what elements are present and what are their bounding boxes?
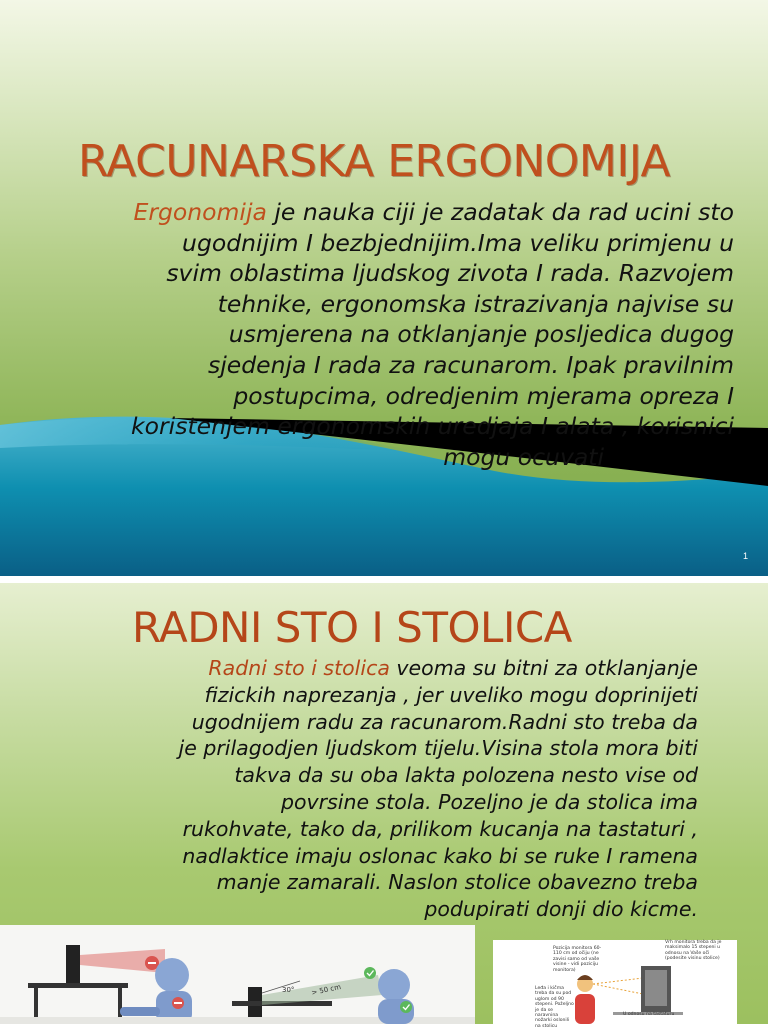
term-ergonomija: Ergonomija — [133, 198, 267, 226]
slide-number: 1 — [742, 551, 748, 561]
head-icon — [155, 958, 189, 992]
term-radni-sto-i-stolica: Radni sto i stolica — [208, 656, 390, 680]
posture-comparison-drawing — [0, 925, 475, 1024]
distance-label: > 50 cm — [310, 982, 342, 997]
slide-1-body: Ergonomija je nauka ciji je zadatak da rad ucini sto ugodnijim I bezbjednijim.Ima veliku primjenu u svim oblastima ljudskog zivota I rada. Razvojem tehnike, ergonomska istrazivanja najvise su usmjerena na otklanjanje posljedica dugog sjedenja I rada za racunarom. Ipak pravilnim postupcima, odredjenim mjerama opreza I koristenjem ergonomskih uredjaja I alata , korisnici mogu ocuvati — [131, 198, 734, 471]
person-torso-icon — [575, 994, 595, 1024]
slide-1-title: RACUNARSKA ERGONOMIJA — [78, 136, 671, 187]
monitor-setup-illustration: Pozicija monitora 60-110 cm od očiju (ne zavisi samo od vaše visine - vidi poziciju monitora) Vrh monitora treba da je maksimalo 15 stepeni u odnosu na Vaše oči (podesite visinu stolice) Leđa i kičma treba da su pod uglom od 90 stepeni. Poželjno je da se naravnina nožarki oslonili na stolicu U odnosu na tastaturu — [493, 940, 737, 1024]
slide-2-title: RADNI STO I STOLICA — [132, 603, 572, 652]
posture-illustration — [0, 925, 475, 1024]
check-icon — [364, 967, 376, 979]
monitor-icon — [66, 945, 80, 983]
angle-label: 30° — [282, 986, 295, 994]
slide-2 — [0, 583, 768, 1029]
desk-icon — [28, 983, 128, 988]
slide-2-body: Radni sto i stolica veoma su bitni za otklanjanje fizickih naprezanja , jer uveliko mogu doprinijeti ugodnijem radu za racunarom.Radni sto treba da je prilagodjen ljudskom tijelu.Visina stola mora biti takva da su oba lakta polozena nesto vise od povrsine stola. Pozeljno je da stolica ima rukohvate, tako da, prilikom kucanja na tastaturi , nadlaktice imaju oslonac kako bi se ruke I ramena manje zamarali. Naslon stolice obavezno treba podupirati donji dio kicme. — [178, 656, 698, 922]
